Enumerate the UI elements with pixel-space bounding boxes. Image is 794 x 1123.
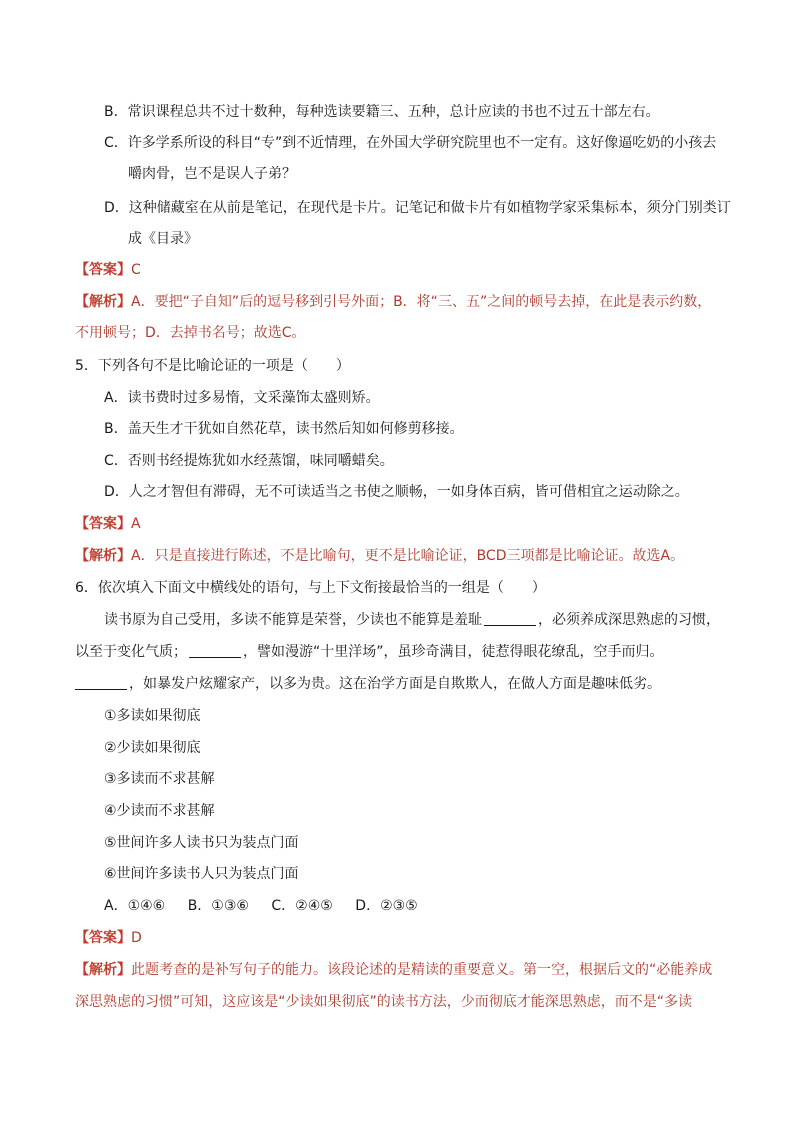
fill-blank-1 <box>484 611 536 626</box>
q4-answer <box>75 260 141 280</box>
q6-option-c: C．②④⑤ <box>271 898 333 914</box>
q5-stem: 5．下列各句不是比喻论证的一项是（ ） <box>75 358 350 374</box>
passage-text: ，譬如漫游“十里洋场”，虽珍奇满目，徒惹得眼花缭乱，空手而归。 <box>243 644 664 660</box>
fill-blank-3 <box>75 675 127 690</box>
q6-item-1: ①多读如果彻底 <box>104 708 201 724</box>
q4-option-d-line1: D．这种储藏室在从前是笔记，在现代是卡片。记笔记和做卡片有如植物学家采集标本，须分门别类订 <box>104 200 731 216</box>
q6-item-5: ⑤世间许多人读书只为装点门面 <box>104 835 299 851</box>
q6-item-4: ④少读而不求甚解 <box>104 803 215 819</box>
q6-passage-line3 <box>75 674 661 694</box>
q6-option-a: A．①④⑥ <box>104 898 166 914</box>
answer-value: D <box>131 930 142 946</box>
q6-item-3: ③多读而不求甚解 <box>104 771 215 787</box>
analysis-text: 此题考查的是补写句子的能力。该段论述的是精读的重要意义。第一空，根据后文的“必能养成 <box>131 962 713 978</box>
q4-option-c-line1: C．许多学系所设的科目“专”到不近情理，在外国大学研究院里也不一定有。这好像逼吃奶的小孩去 <box>104 135 717 151</box>
passage-text: 以至于变化气质； <box>75 644 187 660</box>
q4-option-c-line2: 嚼肉骨，岂不是误人子弟？ <box>128 166 296 182</box>
q6-passage-line1 <box>104 610 720 630</box>
passage-text: ，如暴发户炫耀家产，以多为贵。这在治学方面是自欺欺人，在做人方面是趣味低劣。 <box>129 676 661 692</box>
q5-option-d: D．人之才智但有滞碍，无不可读适当之书使之顺畅，一如身体百病，皆可借相宜之运动除之。 <box>104 484 689 500</box>
answer-tag: 【答案】 <box>75 516 131 532</box>
answer-value: A <box>131 516 141 532</box>
q6-answer <box>75 928 142 948</box>
q6-stem: 6．依次填入下面文中横线处的语句，与上下文衔接最恰当的一组是（ ） <box>75 580 546 596</box>
passage-text: ，必须养成深思熟虑的习惯， <box>538 612 720 628</box>
analysis-text: A．要把“子自知”后的逗号移到引号外面；B．将“三、五”之间的顿号去掉，在此是表示约数， <box>131 294 712 310</box>
q4-analysis-line1 <box>75 292 711 312</box>
q5-option-c: C．否则书经提炼犹如水经蒸馏，味同嚼蜡矣。 <box>104 453 394 469</box>
analysis-tag: 【解析】 <box>75 548 131 564</box>
analysis-tag: 【解析】 <box>75 962 131 978</box>
q6-passage-line2 <box>75 642 664 662</box>
q6-option-b: B．①③⑥ <box>187 898 249 914</box>
q6-option-d: D．②③⑤ <box>355 898 418 914</box>
q6-analysis-line2: 深思熟虑的习惯”可知，这应该是“少读如果彻底”的读书方法，少而彻底才能深思熟虑，而不是“多读 <box>75 994 693 1010</box>
q6-item-6: ⑥世间许多读书人只为装点门面 <box>104 866 299 882</box>
q6-analysis-line1 <box>75 960 712 980</box>
q5-option-a: A．读书费时过多易惰，文采藻饰太盛则矫。 <box>104 390 380 406</box>
q5-answer <box>75 514 141 534</box>
q4-analysis-line2: 不用顿号；D．去掉书名号；故选C。 <box>75 325 306 341</box>
answer-tag: 【答案】 <box>75 262 131 278</box>
q4-option-b: B．常识课程总共不过十数种，每种选读要籍三、五种，总计应读的书也不过五十部左右。 <box>104 104 660 120</box>
q4-option-d-line2: 成《目录》 <box>128 231 198 247</box>
analysis-text: A．只是直接进行陈述，不是比喻句，更不是比喻论证，BCD三项都是比喻论证。故选A。 <box>131 548 685 564</box>
q6-options <box>104 896 436 916</box>
answer-tag: 【答案】 <box>75 930 131 946</box>
q5-analysis <box>75 546 684 566</box>
q6-item-2: ②少读如果彻底 <box>104 740 201 756</box>
q5-option-b: B．盖天生才干犹如自然花草，读书然后知如何修剪移接。 <box>104 421 464 437</box>
analysis-tag: 【解析】 <box>75 294 131 310</box>
passage-text: 读书原为自己受用，多读不能算是荣誉，少读也不能算是羞耻 <box>104 612 482 628</box>
answer-value: C <box>131 262 141 278</box>
fill-blank-2 <box>189 643 241 658</box>
